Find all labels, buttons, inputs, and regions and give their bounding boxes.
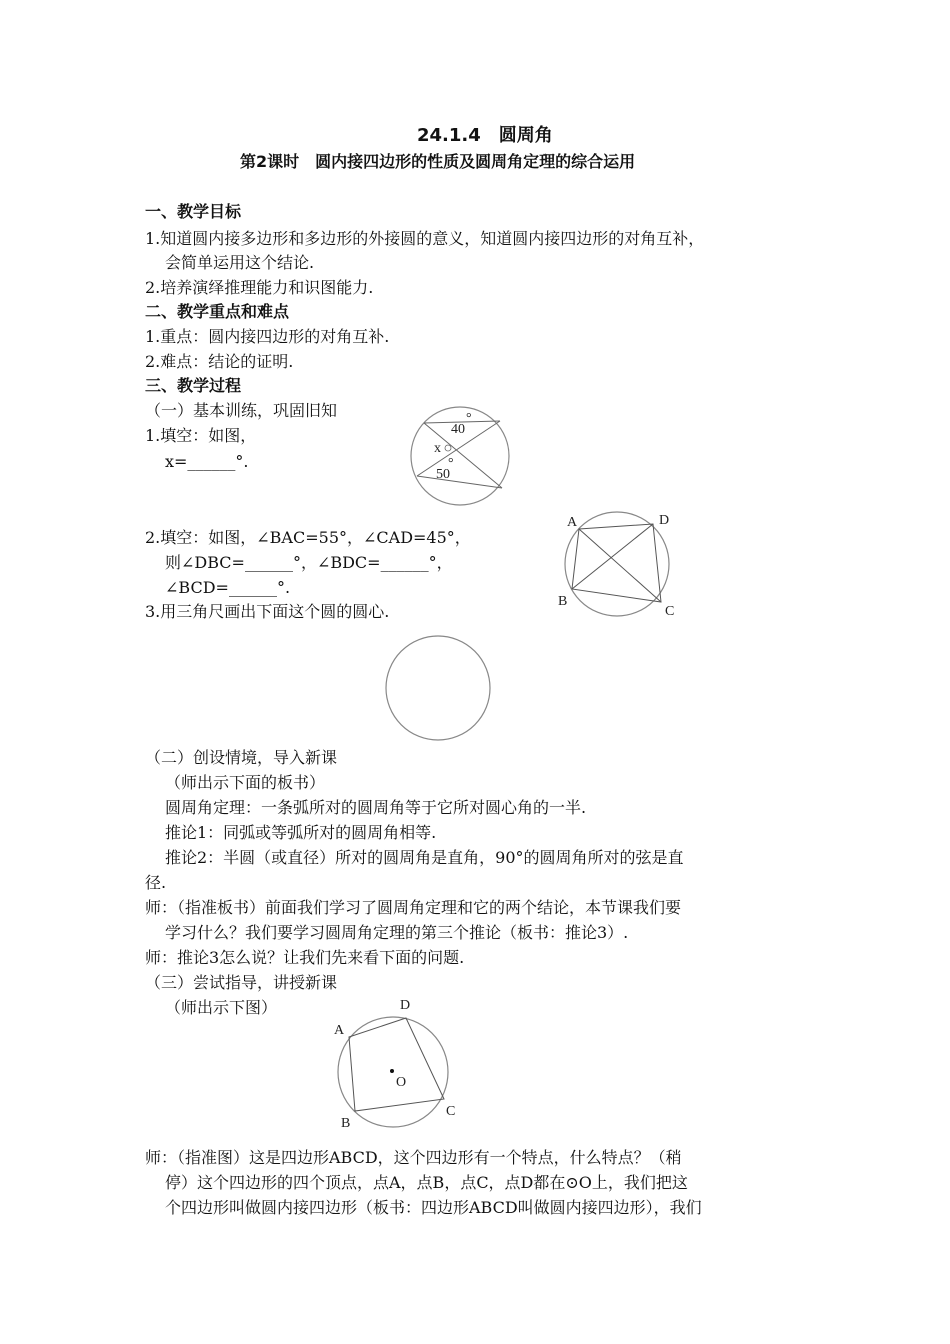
page-title: 24.1.4 圆周角 [417,125,553,146]
section-heading-key-points: 二、教学重点和难点 [145,302,290,321]
figure-1-angle-40: 40 [451,422,465,437]
question-2-blanks: 则∠DBC=______°，∠BDC=______°， [165,553,453,572]
objective-2: 2.培养演绎推理能力和识图能力. [145,278,374,297]
figure-inscribed-angles [408,404,512,508]
part2-heading: （二）创设情境，导入新课 [145,748,338,767]
figure-1-x: x [434,441,441,456]
figure-4-label-o: O [396,1075,407,1090]
question-1: 1.填空：如图， [145,426,257,445]
question-2-blank-bcd: ∠BCD=______°. [165,578,291,597]
objective-1-cont: 会简单运用这个结论. [165,253,315,272]
section-heading-objectives: 一、教学目标 [145,202,242,221]
part2-line-1: （师出示下面的板书） [165,773,326,792]
figure-1-degree-bottom: ° [448,456,454,471]
figure-quadrilateral-abcd [555,508,685,623]
part2-teacher-1: 师：（指准板书）前面我们学习了圆周角定理和它的两个结论，本节课我们要 [145,898,682,917]
key-point: 1.重点：圆内接四边形的对角互补. [145,327,390,346]
part3-line-1: （师出示下图） [165,998,278,1017]
part3-teacher-cont-1: 停）这个四边形的四个顶点，点A，点B，点C，点D都在⊙O上，我们把这 [165,1173,688,1192]
page-subtitle: 第2课时 圆内接四边形的性质及圆周角定理的综合运用 [240,152,636,171]
part2-teacher-1-cont: 学习什么？我们要学习圆周角定理的第三个推论（板书：推论3）. [165,923,629,942]
figure-2-diagonal-ac [579,529,661,602]
figure-2-label-c: C [665,604,675,619]
figure-2-label-b: B [558,594,568,609]
part3-teacher-cont-2: 个四边形叫做圆内接四边形（板书：四边形ABCD叫做圆内接四边形），我们 [165,1198,702,1217]
difficult-point: 2.难点：结论的证明. [145,352,294,371]
figure-1-degree-top: ° [466,411,472,426]
question-2: 2.填空：如图，∠BAC=55°，∠CAD=45°， [145,528,471,547]
part2-corollary-2-cont: 径. [145,873,167,892]
part1-heading: （一）基本训练，巩固旧知 [145,401,338,420]
figure-2-label-d: D [659,513,670,528]
figure-3-circle [386,636,490,740]
figure-4-label-a: A [334,1023,345,1038]
figure-circle-find-center [384,634,492,742]
objective-1: 1.知道圆内接多边形和多边形的外接圆的意义，知道圆内接四边形的对角互补， [145,229,705,248]
question-3: 3.用三角尺画出下面这个圆的圆心. [145,602,390,621]
figure-4-center-dot [390,1069,394,1073]
part2-theorem: 圆周角定理：一条弧所对的圆周角等于它所对圆心角的一半. [165,798,587,817]
section-heading-process: 三、教学过程 [145,376,242,395]
part2-teacher-2: 师：推论3怎么说？让我们先来看下面的问题. [145,948,465,967]
figure-4-label-b: B [341,1116,351,1131]
part3-heading: （三）尝试指导，讲授新课 [145,973,338,992]
figure-cyclic-quadrilateral [330,994,465,1134]
part3-teacher: 师：（指准图）这是四边形ABCD，这个四边形有一个特点，什么特点？（稍 [145,1148,682,1167]
question-1-blank: x=______°. [165,452,249,471]
figure-4-label-c: C [446,1104,456,1119]
figure-4-label-d: D [400,998,411,1013]
figure-4-quadrilateral [349,1018,444,1111]
part2-corollary-1: 推论1：同弧或等弧所对的圆周角相等. [165,823,437,842]
figure-2-label-a: A [567,515,578,530]
part2-corollary-2: 推论2：半圆（或直径）所对的圆周角是直角，90°的圆周角所对的弦是直 [165,848,684,867]
figure-1-angle-marker [445,445,451,451]
figure-1-angle-50: 50 [436,467,450,482]
